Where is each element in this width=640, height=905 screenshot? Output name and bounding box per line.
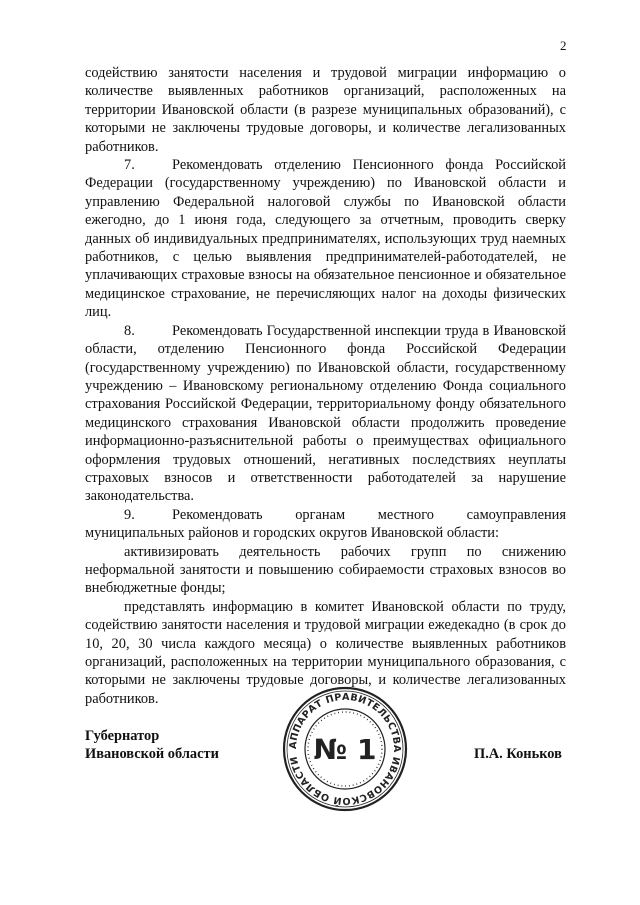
paragraph-number: 8. <box>124 322 135 339</box>
page-number: 2 <box>560 38 567 53</box>
seal-center-text: № 1 <box>313 733 377 766</box>
paragraph-text: активизировать деятельность рабочих групп по снижению неформальной занятости и повышению собираемости страховых взносов во внебюджетные фонды; <box>85 543 566 597</box>
paragraph-text: Рекомендовать органам местного самоуправления муниципальных районов и городских округов Ивановской области: <box>85 506 566 542</box>
official-seal <box>281 685 409 813</box>
paragraph-text: Рекомендовать отделению Пенсионного фонда Российской Федерации (государственному учреждению) по Ивановской области и управлению Федеральной налоговой службы по Ивановской области ежегодно, до 1 июня года, следующего за отчетным, проводить сверку данных об индивидуальных предпринимателях, использующих труд наемных работников, с целью выявления предпринимателей-работодателей, не уплачивающих страховые взносы на обязательное пенсионное и обязательное медицинское страхование, не перечисляющих налог на доходы физических лиц. <box>85 157 566 321</box>
paragraph-9 <box>85 506 566 543</box>
paragraph-9-item-1 <box>85 543 566 598</box>
paragraph-text: содействию занятости населения и трудовой миграции информацию о количестве выявленных работников организаций, расположенных на территории Ивановской области (в разрезе муниципальных образований), с которыми не заключены трудовые договоры, и количестве легализованных работников. <box>85 65 566 155</box>
signatory-name: П.А. Коньков <box>474 746 562 762</box>
signatory-title <box>85 727 219 763</box>
seal-ring-text: АППАРАТ ПРАВИТЕЛЬСТВА ИВАНОВСКОЙ ОБЛАСТИ <box>287 691 403 807</box>
paragraph-7 <box>85 156 566 322</box>
paragraph-8 <box>85 322 566 506</box>
signatory-title-line: Ивановской области <box>85 746 219 762</box>
seal-graphic <box>281 685 409 813</box>
paragraph-number: 9. <box>124 506 135 523</box>
paragraph-continuation <box>85 64 566 156</box>
paragraph-text: представлять информацию в комитет Ивановской области по труду, содействию занятости населения и трудовой миграции ежедекадно (в срок до 10, 20, 30 числа каждого месяца) о количестве выявленных работников организаций, расположенных на территории муниципального образования, с которыми не заключены трудовые договоры, и количестве легализованных работников. <box>85 598 566 707</box>
document-body <box>85 64 566 708</box>
paragraph-number: 7. <box>124 157 135 174</box>
paragraph-text: Рекомендовать Государственной инспекции труда в Ивановской области, отделению Пенсионного фонда Российской Федерации (государственному учреждению) по Ивановской области, государственному учреждению – Ивановскому региональному отделению Фонда социального страхования Российской Федерации, территориальному фонду обязательного медицинского страхования Ивановской области продолжить проведение информационно-разъяснительной работы о преимуществах официального оформления трудовых отношений, негативных последствиях неуплаты страховых взносов и ответственности работодателей за нарушение законодательства. <box>85 322 566 505</box>
signatory-title-line: Губернатор <box>85 728 160 744</box>
